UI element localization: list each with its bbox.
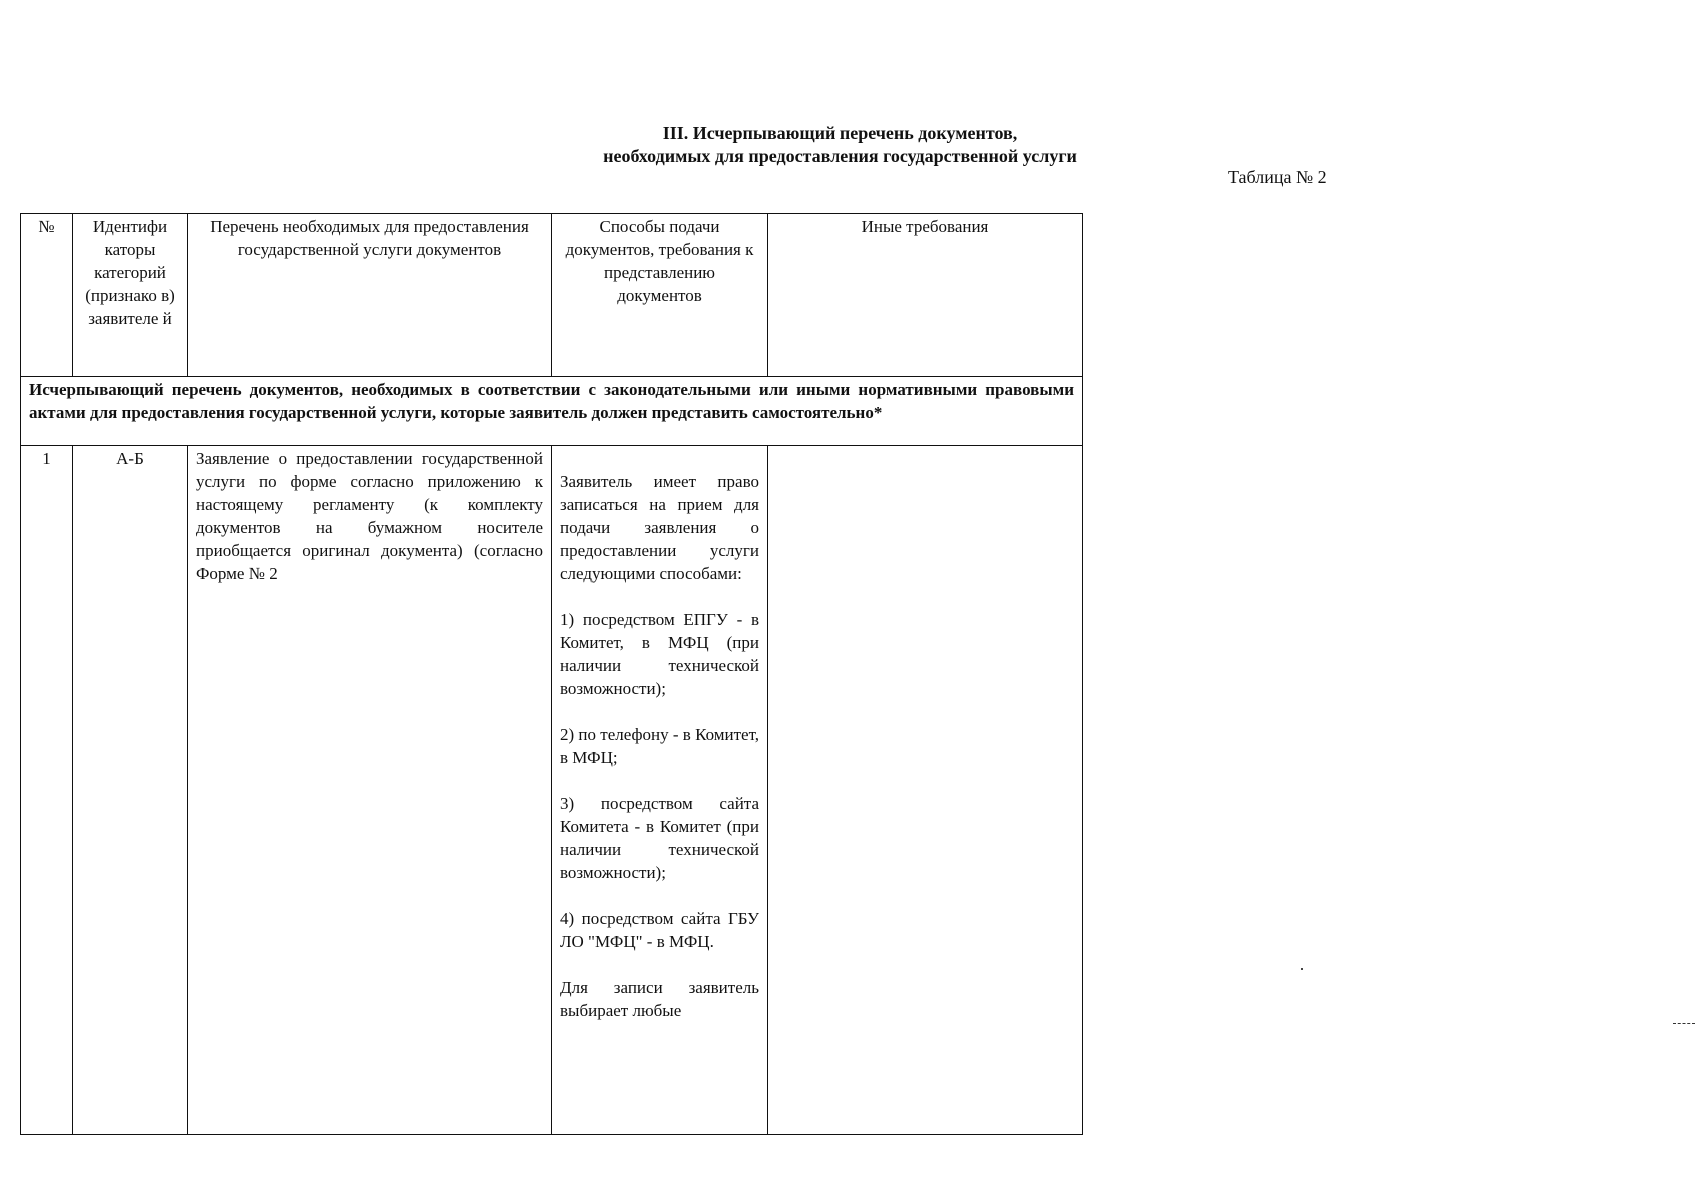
scan-dash-mark	[1673, 1023, 1695, 1025]
section-title: Исчерпывающий перечень документов, необходимых в соответствии с законодательными или иными нормативными правовыми актами для предоставления государственной услуги, которые заявитель должен представить самостоятельно*	[21, 377, 1083, 446]
row-other-requirements	[768, 446, 1083, 1135]
documents-table	[20, 213, 1083, 1135]
header-category-id: Идентифи каторы категорий (признако в) заявителе й	[73, 214, 188, 377]
heading-line-2: необходимых для предоставления государственной услуги	[603, 146, 1077, 166]
scan-speck	[1301, 968, 1303, 970]
header-documents-list: Перечень необходимых для предоставления государственной услуги документов	[188, 214, 552, 377]
row-number: 1	[21, 446, 73, 1135]
table-row	[21, 446, 1083, 1135]
row-methods: Заявитель имеет право записаться на прием для подачи заявления о предоставлении услуги следующими способами: 1) посредством ЕПГУ - в Комитет, в МФЦ (при наличии технической возможности); 2) по телефону - в Комитет, в МФЦ; 3) посредством сайта Комитета - в Комитет (при наличии технической возможности); 4) посредством сайта ГБУ ЛО "МФЦ" - в МФЦ. Для записи заявитель выбирает любые	[560, 472, 759, 1020]
header-other-requirements: Иные требования	[768, 214, 1083, 377]
section-title-row	[21, 377, 1083, 446]
row-methods-cell	[552, 446, 768, 1135]
row-category: А-Б	[73, 446, 188, 1135]
table-header-row	[21, 214, 1083, 377]
document-heading	[540, 122, 1140, 168]
heading-line-1: III. Исчерпывающий перечень документов,	[662, 123, 1018, 143]
table-number-label: Таблица № 2	[1228, 167, 1327, 187]
header-number: №	[21, 214, 73, 377]
row-document: Заявление о предоставлении государственной услуги по форме согласно приложению к настоящему регламенту (к комплекту документов на бумажном носителе приобщается оригинал документа) (согласно Форме № 2	[188, 446, 552, 1135]
header-submission-methods: Способы подачи документов, требования к представлению документов	[552, 214, 768, 377]
